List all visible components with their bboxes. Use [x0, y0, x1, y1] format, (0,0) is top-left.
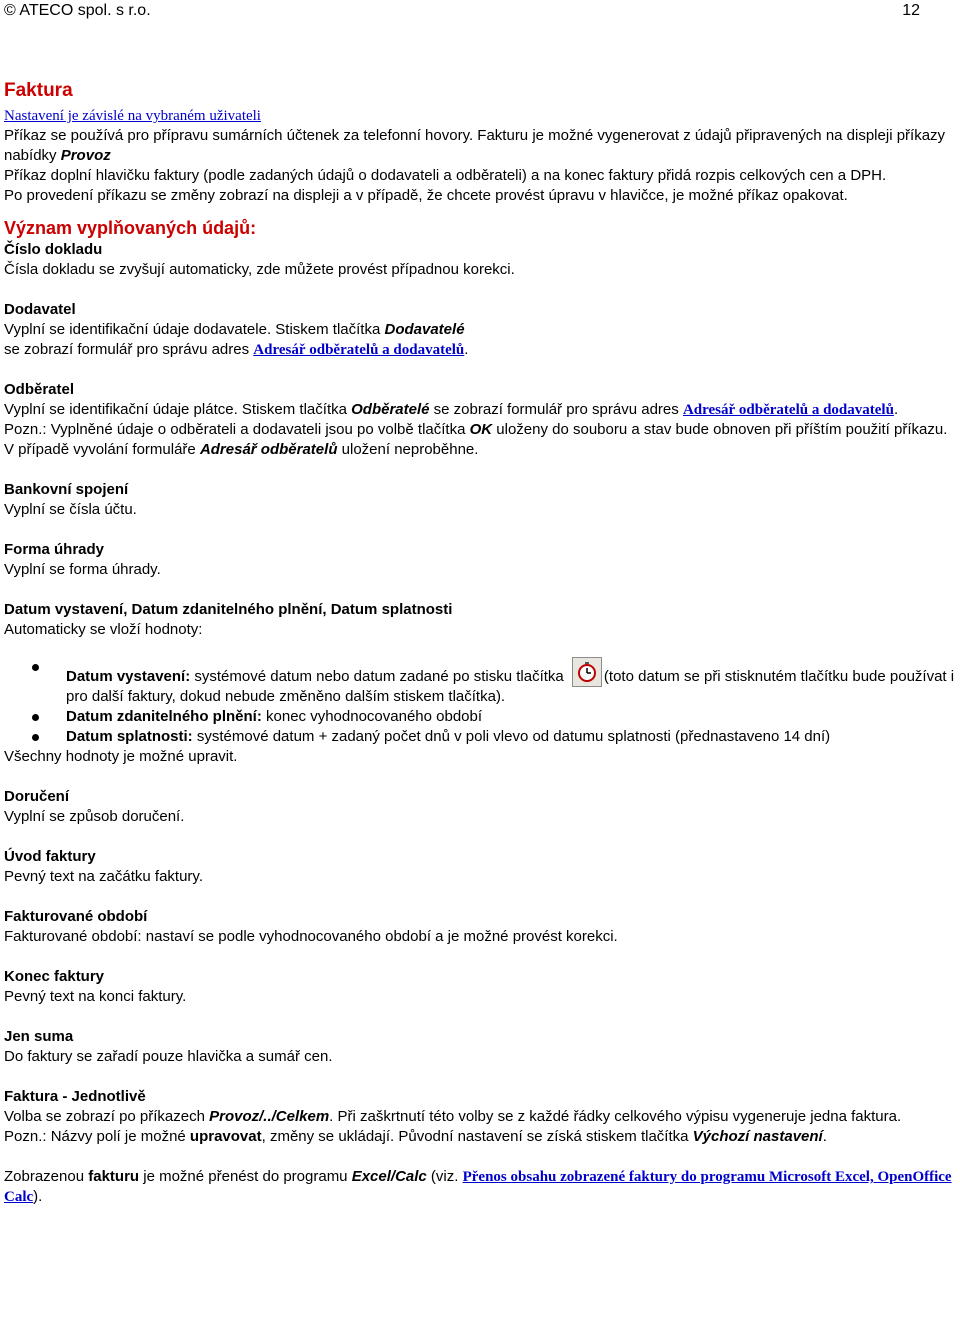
- sum-only-title: Jen suma: [4, 1028, 74, 1045]
- intro-paragraph-2: Příkaz doplní hlavičku faktury (podle zadaných údajů o dodavateli a odběrateli) a na konec faktury přidá rozpis celkových cen a DPH.: [4, 167, 887, 184]
- export-text: [4, 1167, 956, 1207]
- item-text: konec vyhodnocovaného období: [261, 708, 483, 725]
- note-text-b: , změny se ukládají. Původní nastavení se získá stiskem tlačítka: [261, 1128, 693, 1145]
- payment-title: Forma úhrady: [4, 541, 105, 558]
- note-label: Pozn.: [4, 1128, 43, 1145]
- individual-text-a: Volba se zobrazí po příkazech: [4, 1108, 210, 1125]
- item-label: Datum vystavení:: [66, 668, 191, 685]
- intro-text-title: Úvod faktury: [4, 848, 96, 865]
- supplier-end: .: [464, 341, 469, 358]
- command-name: Provoz/../Celkem: [209, 1108, 330, 1125]
- clock-icon: [577, 661, 597, 683]
- period-text: Fakturované období: nastaví se podle vyhodnocovaného období a je možné provést korekci.: [4, 928, 618, 945]
- item-label: Datum zdanitelného plnění:: [66, 708, 262, 725]
- note-text-c: uložení neproběhne.: [337, 441, 479, 458]
- page-number: 12: [902, 2, 920, 19]
- doc-number-title: Číslo dokladu: [4, 241, 103, 258]
- customer-text-b: se zobrazí formulář pro správu adres: [429, 401, 683, 418]
- customer-title: Odběratel: [4, 381, 75, 398]
- address-book-link-2[interactable]: Adresář odběratelů a dodavatelů: [682, 402, 894, 418]
- intro-paragraph-3: Po provedení příkazu se změny zobrazí na displeji a v případě, že chcete provést úpravu v hlavičce, je možné příkaz opakovat.: [4, 187, 848, 204]
- bank-title: Bankovní spojení: [4, 481, 129, 498]
- individual-title: Faktura - Jednotlivě: [4, 1088, 146, 1105]
- dates-title: Datum vystavení, Datum zdanitelného plnění, Datum splatnosti: [4, 601, 453, 618]
- note-label: Pozn.: [4, 421, 43, 438]
- note-text-a: : Vyplněné údaje o odběrateli a dodavateli jsou po volbě tlačítka: [42, 421, 470, 438]
- dates-footer: Všechny hodnoty je možné upravit.: [4, 748, 238, 765]
- end-text-text: Pevný text na konci faktury.: [4, 988, 187, 1005]
- bullet-icon: [32, 664, 39, 671]
- bank-text: Vyplní se čísla účtu.: [4, 501, 137, 518]
- export-text-a: Zobrazenou: [4, 1168, 89, 1185]
- settings-link[interactable]: Nastavení je závislé na vybraném uživateli: [4, 108, 261, 124]
- export-text-c: (viz.: [426, 1168, 463, 1185]
- sum-only-text: Do faktury se zařadí pouze hlavička a sumář cen.: [4, 1048, 333, 1065]
- supplier-text-b: se zobrazí formulář pro správu adres: [4, 341, 254, 358]
- main-content: [4, 78, 956, 1207]
- customer-text-a: Vyplní se identifikační údaje plátce. Stiskem tlačítka: [4, 401, 352, 418]
- period-title: Fakturované období: [4, 908, 148, 925]
- sum-only-section: [4, 1027, 956, 1067]
- copyright: © ATECO spol. s r.o.: [4, 2, 151, 19]
- ok-button-name: OK: [469, 421, 493, 438]
- export-section: [4, 1167, 956, 1207]
- end-text-section: [4, 967, 956, 1007]
- page-header: [4, 1, 956, 23]
- customer-end: .: [893, 401, 899, 418]
- form-name: Adresář odběratelů: [199, 441, 338, 458]
- supplier-title: Dodavatel: [4, 301, 76, 318]
- individual-text: [4, 1107, 956, 1127]
- end-text-title: Konec faktury: [4, 968, 105, 985]
- dates-text: Automaticky se vloží hodnoty:: [4, 621, 203, 638]
- list-item: [4, 727, 956, 747]
- intro-text-text: Pevný text na začátku faktury.: [4, 868, 203, 885]
- menu-name: Provoz: [60, 147, 111, 164]
- section-heading: Význam vyplňovaných údajů:: [4, 218, 257, 238]
- supplier-text: [4, 320, 956, 340]
- export-bold: fakturu: [88, 1168, 140, 1185]
- doc-number-text: Čísla dokladu se zvyšují automaticky, zde můžete provést případnou korekci.: [4, 261, 515, 278]
- individual-section: [4, 1087, 956, 1147]
- intro-text-section: [4, 847, 956, 887]
- delivery-text: Vyplní se způsob doručení.: [4, 808, 185, 825]
- note-end: .: [822, 1128, 827, 1145]
- note-text-b: uloženy do souboru a stav bude obnoven při příštím použití příkazu. V případě vyvolání formuláře: [4, 421, 948, 458]
- customer-note: [4, 420, 956, 460]
- bullet-icon: [32, 714, 39, 721]
- doc-number-section: [4, 240, 956, 280]
- program-name: Excel/Calc: [351, 1168, 427, 1185]
- dates-section: [4, 600, 956, 767]
- bullet-icon: [32, 734, 39, 741]
- payment-text: Vyplní se forma úhrady.: [4, 561, 161, 578]
- default-button-name: Výchozí nastavení: [692, 1128, 823, 1145]
- item-text: systémové datum + zadaný počet dnů v poli vlevo od datumu splatnosti (přednastaveno 14 dní): [192, 728, 831, 745]
- clock-button[interactable]: [572, 657, 602, 687]
- delivery-section: [4, 787, 956, 827]
- individual-text-b: . Při zaškrtnutí této volby se z každé řádky celkového výpisu vygeneruje jedna faktura.: [329, 1108, 902, 1125]
- supplier-section: [4, 300, 956, 360]
- export-end: ).: [33, 1188, 43, 1205]
- intro-paragraph-1: [4, 126, 956, 166]
- export-link[interactable]: Přenos obsahu zobrazené faktury do programu Microsoft Excel, OpenOffice Calc: [4, 1169, 952, 1205]
- customer-section: [4, 380, 956, 460]
- period-section: [4, 907, 956, 947]
- dates-list: [4, 657, 956, 747]
- customer-button-name: Odběratelé: [351, 401, 430, 418]
- item-label: Datum splatnosti:: [66, 728, 193, 745]
- customer-text: [4, 400, 956, 420]
- delivery-title: Doručení: [4, 788, 70, 805]
- item-text: systémové datum nebo datum zadané po stisku tlačítka: [190, 668, 568, 685]
- list-item: [4, 707, 956, 727]
- supplier-text-line2: [4, 340, 956, 360]
- bank-section: [4, 480, 956, 520]
- page-title: Faktura: [4, 80, 73, 101]
- list-item: [4, 657, 956, 707]
- intro-text: Příkaz se používá pro přípravu sumárních účtenek za telefonní hovory. Fakturu je možné vygenerovat z údajů připravených na displeji příkazy nabídky: [4, 127, 946, 164]
- individual-note: [4, 1127, 956, 1147]
- supplier-button-name: Dodavatelé: [384, 321, 465, 338]
- note-bold: upravovat: [189, 1128, 262, 1145]
- payment-section: [4, 540, 956, 580]
- note-text-a: : Názvy polí je možné: [42, 1128, 190, 1145]
- export-text-b: je možné přenést do programu: [139, 1168, 352, 1185]
- supplier-text-a: Vyplní se identifikační údaje dodavatele. Stiskem tlačítka: [4, 321, 385, 338]
- item-text-2: (toto datum se při stisknutém tlačítku bude používat i pro další faktury, dokud nebude změněno dalším stiskem tlačítka).: [66, 668, 955, 705]
- address-book-link[interactable]: Adresář odběratelů a dodavatelů: [253, 342, 465, 358]
